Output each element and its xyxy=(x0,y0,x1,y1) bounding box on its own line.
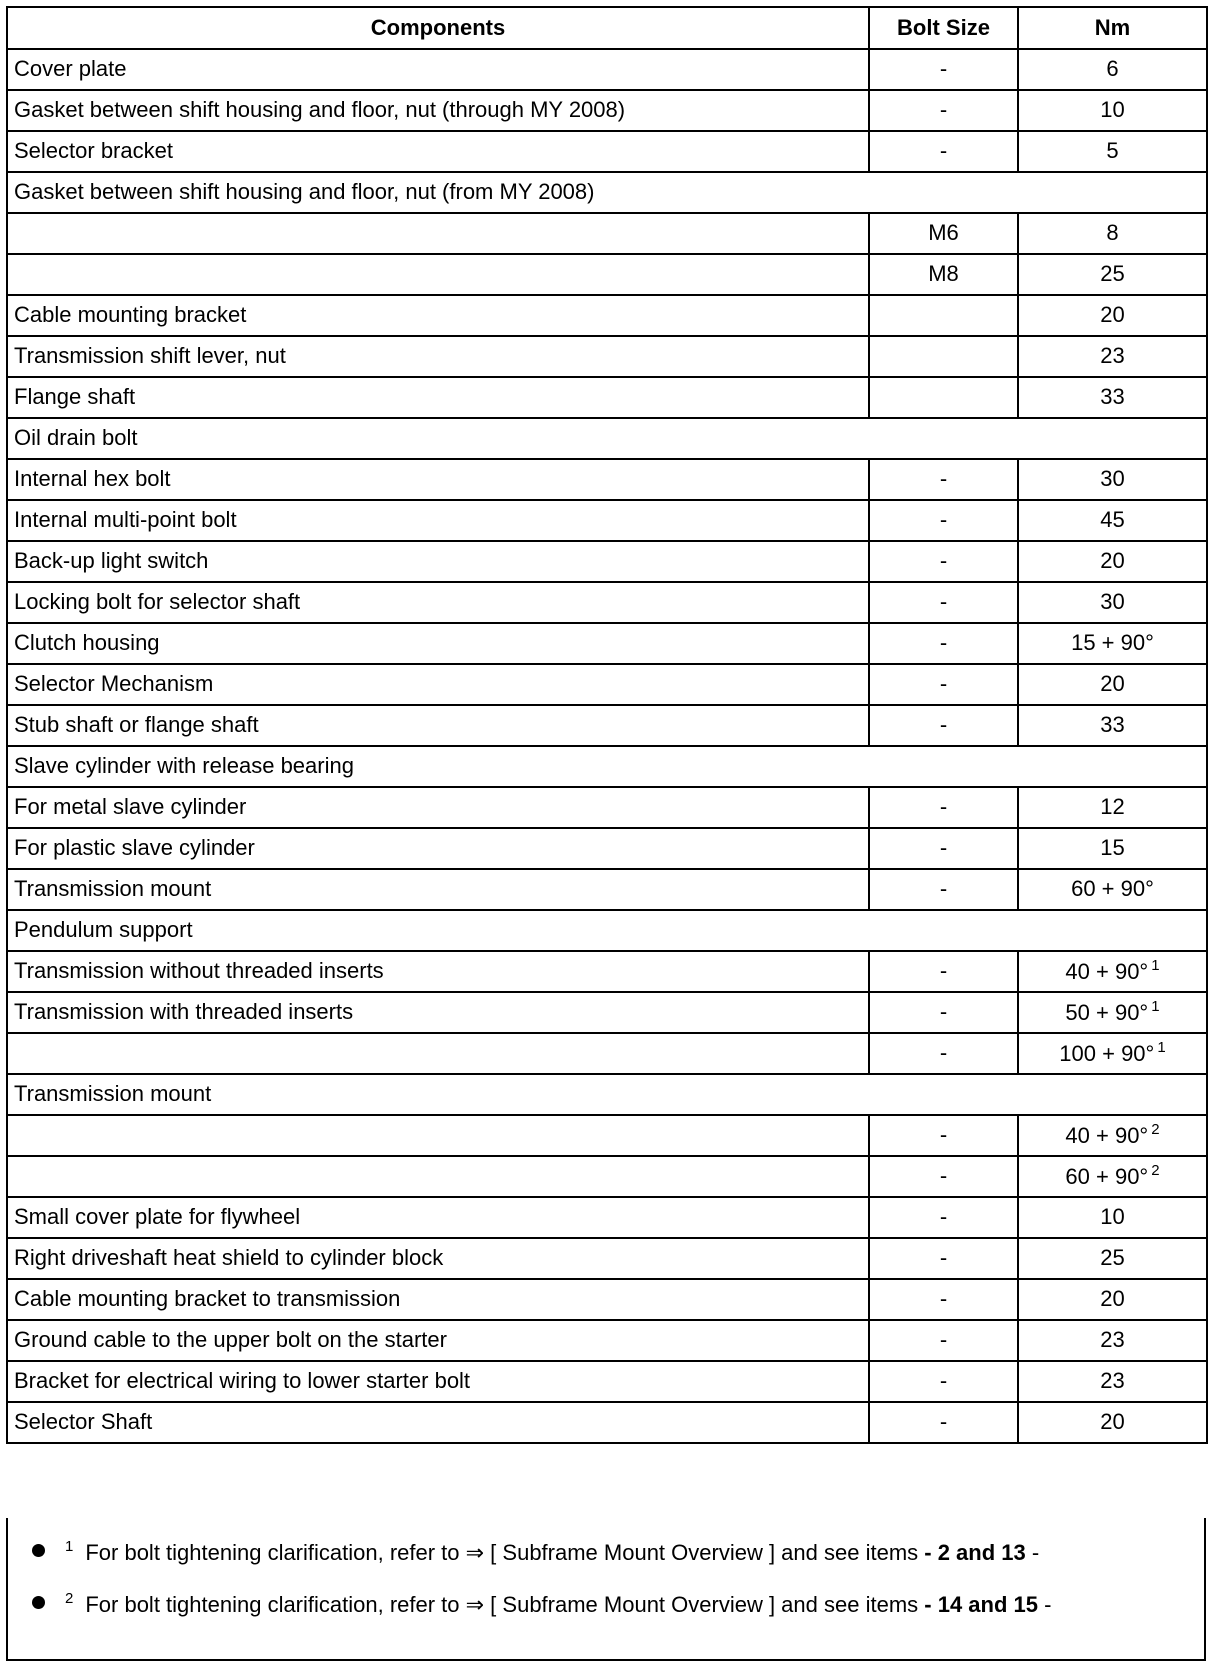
torque-cell xyxy=(1018,1156,1207,1197)
section-label: Gasket between shift housing and floor, nut (from MY 2008) xyxy=(7,172,1207,213)
bolt-size-cell: - xyxy=(869,1238,1018,1279)
bolt-size-cell: - xyxy=(869,582,1018,623)
torque-cell xyxy=(1018,1197,1207,1238)
bolt-size-cell: - xyxy=(869,705,1018,746)
torque-cell xyxy=(1018,1033,1207,1074)
table-row xyxy=(7,869,1207,910)
bullet-icon xyxy=(32,1544,45,1557)
table-row xyxy=(7,582,1207,623)
bolt-size-cell: - xyxy=(869,49,1018,90)
torque-value: 20 xyxy=(1100,1286,1125,1312)
component-cell: For metal slave cylinder xyxy=(7,787,869,828)
torque-value: 23 xyxy=(1100,1368,1125,1394)
bolt-size-cell: - xyxy=(869,1361,1018,1402)
torque-value: 100 + 90° xyxy=(1059,1041,1155,1067)
torque-value: 23 xyxy=(1100,343,1125,369)
footnote-ref: 1 xyxy=(1151,998,1160,1016)
torque-cell xyxy=(1018,582,1207,623)
component-cell xyxy=(7,1156,869,1197)
torque-value: 12 xyxy=(1100,794,1125,820)
torque-value: 20 xyxy=(1100,302,1125,328)
table-row xyxy=(7,49,1207,90)
torque-value: 30 xyxy=(1100,589,1125,615)
table-row xyxy=(7,500,1207,541)
component-cell: Bracket for electrical wiring to lower starter bolt xyxy=(7,1361,869,1402)
table-row xyxy=(7,1033,1207,1074)
table-row xyxy=(7,213,1207,254)
component-cell: Internal hex bolt xyxy=(7,459,869,500)
bolt-size-cell xyxy=(869,336,1018,377)
bolt-size-cell: - xyxy=(869,459,1018,500)
bolt-size-cell: M8 xyxy=(869,254,1018,295)
torque-cell xyxy=(1018,787,1207,828)
footnote-number: 2 xyxy=(65,1590,74,1607)
section-label: Slave cylinder with release bearing xyxy=(7,746,1207,787)
component-cell: Transmission shift lever, nut xyxy=(7,336,869,377)
table-row xyxy=(7,787,1207,828)
torque-value: 40 + 90° xyxy=(1065,1123,1149,1149)
torque-cell xyxy=(1018,664,1207,705)
torque-value: 10 xyxy=(1100,97,1125,123)
torque-cell xyxy=(1018,623,1207,664)
section-label: Transmission mount xyxy=(7,1074,1207,1115)
footnote-text: For bolt tightening clarification, refer to ⇒ [ Subframe Mount Overview ] and see items xyxy=(85,1592,919,1617)
torque-value: 33 xyxy=(1100,712,1125,738)
bolt-size-cell: M6 xyxy=(869,213,1018,254)
header-bolt-size: Bolt Size xyxy=(869,7,1018,49)
component-cell: Selector bracket xyxy=(7,131,869,172)
component-cell xyxy=(7,213,869,254)
footnote-items: - 2 and 13 xyxy=(918,1540,1026,1565)
component-cell: Transmission mount xyxy=(7,869,869,910)
table-row xyxy=(7,459,1207,500)
footnote-text: For bolt tightening clarification, refer to ⇒ [ Subframe Mount Overview ] and see items xyxy=(85,1540,919,1565)
torque-value: 25 xyxy=(1100,1245,1125,1271)
bolt-size-cell: - xyxy=(869,1115,1018,1156)
component-cell: Back-up light switch xyxy=(7,541,869,582)
bolt-size-cell: - xyxy=(869,992,1018,1033)
torque-value: 60 + 90° xyxy=(1065,1164,1149,1190)
bolt-size-cell: - xyxy=(869,787,1018,828)
torque-value: 10 xyxy=(1100,1204,1125,1230)
torque-value: 20 xyxy=(1100,548,1125,574)
torque-cell xyxy=(1018,992,1207,1033)
torque-value: 6 xyxy=(1106,56,1119,82)
torque-value: 45 xyxy=(1100,507,1125,533)
torque-cell xyxy=(1018,254,1207,295)
component-cell: Flange shaft xyxy=(7,377,869,418)
torque-value: 8 xyxy=(1106,220,1119,246)
bolt-size-cell: - xyxy=(869,1197,1018,1238)
torque-cell xyxy=(1018,500,1207,541)
table-row xyxy=(7,90,1207,131)
table-row xyxy=(7,1197,1207,1238)
table-body xyxy=(7,49,1207,1443)
section-label: Oil drain bolt xyxy=(7,418,1207,459)
torque-cell xyxy=(1018,705,1207,746)
component-cell: For plastic slave cylinder xyxy=(7,828,869,869)
table-row xyxy=(7,377,1207,418)
bolt-size-cell: - xyxy=(869,1033,1018,1074)
table-section-row xyxy=(7,418,1207,459)
table-row xyxy=(7,1238,1207,1279)
table-row xyxy=(7,951,1207,992)
bolt-size-cell xyxy=(869,295,1018,336)
table-row xyxy=(7,992,1207,1033)
component-cell: Locking bolt for selector shaft xyxy=(7,582,869,623)
table-section-row xyxy=(7,746,1207,787)
component-cell: Gasket between shift housing and floor, nut (through MY 2008) xyxy=(7,90,869,131)
footnote-number: 1 xyxy=(65,1538,74,1555)
torque-value: 23 xyxy=(1100,1327,1125,1353)
table-row xyxy=(7,705,1207,746)
footnote-ref: 1 xyxy=(1157,1039,1166,1057)
torque-cell xyxy=(1018,828,1207,869)
bolt-size-cell: - xyxy=(869,90,1018,131)
footnote-ref: 1 xyxy=(1151,957,1160,975)
table-row xyxy=(7,1115,1207,1156)
component-cell: Selector Shaft xyxy=(7,1402,869,1443)
torque-cell xyxy=(1018,541,1207,582)
table-row xyxy=(7,254,1207,295)
component-cell: Selector Mechanism xyxy=(7,664,869,705)
footnotes xyxy=(6,1518,1206,1661)
bolt-size-cell: - xyxy=(869,500,1018,541)
component-cell xyxy=(7,254,869,295)
component-cell: Cover plate xyxy=(7,49,869,90)
footnote-2 xyxy=(32,1590,1051,1618)
table-row xyxy=(7,1279,1207,1320)
torque-cell xyxy=(1018,131,1207,172)
table-row xyxy=(7,1156,1207,1197)
table-row xyxy=(7,336,1207,377)
torque-value: 15 xyxy=(1100,835,1125,861)
torque-cell xyxy=(1018,1402,1207,1443)
bolt-size-cell: - xyxy=(869,1402,1018,1443)
bolt-size-cell: - xyxy=(869,869,1018,910)
bolt-size-cell: - xyxy=(869,541,1018,582)
torque-value: 25 xyxy=(1100,261,1125,287)
component-cell: Cable mounting bracket xyxy=(7,295,869,336)
footnote-tail: - xyxy=(1025,1540,1040,1565)
torque-value: 30 xyxy=(1100,466,1125,492)
torque-specification-table xyxy=(6,6,1208,1444)
component-cell: Stub shaft or flange shaft xyxy=(7,705,869,746)
torque-cell xyxy=(1018,295,1207,336)
table-row xyxy=(7,131,1207,172)
component-cell xyxy=(7,1033,869,1074)
footnote-1 xyxy=(32,1538,1039,1566)
component-cell: Clutch housing xyxy=(7,623,869,664)
component-cell: Ground cable to the upper bolt on the starter xyxy=(7,1320,869,1361)
table-row xyxy=(7,295,1207,336)
component-cell xyxy=(7,1115,869,1156)
component-cell: Transmission without threaded inserts xyxy=(7,951,869,992)
footnote-ref: 2 xyxy=(1151,1121,1160,1139)
component-cell: Internal multi-point bolt xyxy=(7,500,869,541)
bolt-size-cell: - xyxy=(869,623,1018,664)
footnote-items: - 14 and 15 xyxy=(918,1592,1038,1617)
bolt-size-cell: - xyxy=(869,1320,1018,1361)
torque-value: 15 + 90° xyxy=(1071,630,1154,656)
torque-value: 60 + 90° xyxy=(1071,876,1154,902)
torque-cell xyxy=(1018,336,1207,377)
table-row xyxy=(7,664,1207,705)
bullet-icon xyxy=(32,1596,45,1609)
torque-value: 33 xyxy=(1100,384,1125,410)
header-nm: Nm xyxy=(1018,7,1207,49)
header-row xyxy=(7,7,1207,49)
bolt-size-cell xyxy=(869,377,1018,418)
torque-value: 20 xyxy=(1100,1409,1125,1435)
header-components: Components xyxy=(7,7,869,49)
table-row xyxy=(7,1361,1207,1402)
table-row xyxy=(7,1402,1207,1443)
torque-cell xyxy=(1018,869,1207,910)
torque-cell xyxy=(1018,459,1207,500)
table-row xyxy=(7,828,1207,869)
table-row xyxy=(7,1320,1207,1361)
torque-cell xyxy=(1018,213,1207,254)
torque-cell xyxy=(1018,377,1207,418)
table-row xyxy=(7,623,1207,664)
bolt-size-cell: - xyxy=(869,1156,1018,1197)
torque-cell xyxy=(1018,951,1207,992)
torque-cell xyxy=(1018,1238,1207,1279)
table-row xyxy=(7,541,1207,582)
torque-value: 20 xyxy=(1100,671,1125,697)
bolt-size-cell: - xyxy=(869,828,1018,869)
component-cell: Small cover plate for flywheel xyxy=(7,1197,869,1238)
torque-cell xyxy=(1018,1279,1207,1320)
bolt-size-cell: - xyxy=(869,131,1018,172)
table-section-row xyxy=(7,1074,1207,1115)
torque-value: 5 xyxy=(1106,138,1119,164)
torque-cell xyxy=(1018,1361,1207,1402)
torque-cell xyxy=(1018,49,1207,90)
torque-value: 40 + 90° xyxy=(1065,959,1149,985)
bolt-size-cell: - xyxy=(869,951,1018,992)
footnote-ref: 2 xyxy=(1151,1162,1160,1180)
torque-cell xyxy=(1018,1320,1207,1361)
bolt-size-cell: - xyxy=(869,664,1018,705)
component-cell: Transmission with threaded inserts xyxy=(7,992,869,1033)
section-label: Pendulum support xyxy=(7,910,1207,951)
bolt-size-cell: - xyxy=(869,1279,1018,1320)
component-cell: Cable mounting bracket to transmission xyxy=(7,1279,869,1320)
table-section-row xyxy=(7,910,1207,951)
torque-cell xyxy=(1018,1115,1207,1156)
torque-value: 50 + 90° xyxy=(1065,1000,1149,1026)
footnote-tail: - xyxy=(1038,1592,1052,1617)
component-cell: Right driveshaft heat shield to cylinder block xyxy=(7,1238,869,1279)
torque-cell xyxy=(1018,90,1207,131)
table-section-row xyxy=(7,172,1207,213)
